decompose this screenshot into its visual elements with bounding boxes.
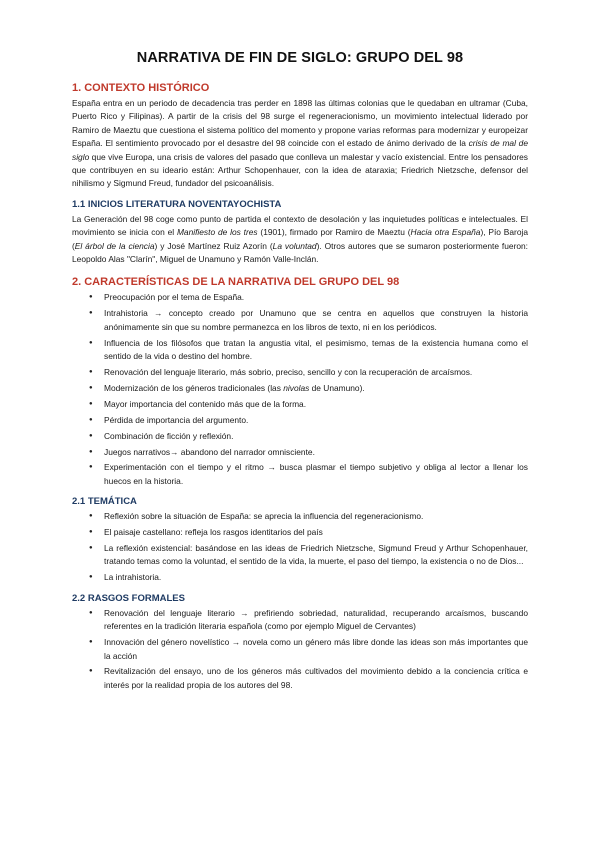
subsection-heading-rasgos: 2.2 RASGOS FORMALES — [72, 592, 185, 604]
list-item: ● Juegos narrativos→ abandono del narrador omnisciente. — [104, 446, 528, 459]
list-item: ● Renovación del lenguaje literario → prefiriendo sobriedad, naturalidad, recuperando arcaísmos, buscando referentes en la tradición literaria española (como por ejemplo Miguel de Cervantes) — [104, 607, 528, 634]
emphasis-text: La voluntad — [272, 240, 317, 251]
list-item: ● La intrahistoria. — [104, 571, 528, 584]
paragraph-contexto — [72, 97, 528, 191]
emphasis-text: El árbol de la ciencia — [74, 240, 155, 251]
page-title: NARRATIVA DE FIN DE SIGLO: GRUPO DEL 98 — [136, 50, 464, 66]
section-heading-contexto: 1. CONTEXTO HISTÓRICO — [72, 82, 210, 94]
list-item: ● Reflexión sobre la situación de España: se aprecia la influencia del regeneracionismo. — [104, 510, 528, 523]
text-run: ), Pío Baroja ( — [72, 227, 529, 251]
emphasis-text: Manifiesto de los tres — [176, 227, 258, 238]
text-run: La Generación del 98 coge como punto de partida el contexto de desolación y las inquietudes políticas e intelectuales. El movimiento se inicia con el — [72, 213, 528, 238]
list-item: ● Mayor importancia del contenido más que de la forma. — [104, 398, 528, 411]
list-item: ● Intrahistoria → concepto creado por Unamuno que se centra en aquellos que construyen la historia anónimamente sin que su nombre permanezca en los libros de texto, ni en los periódicos. — [104, 307, 528, 334]
section-heading-caracteristicas: 2. CARACTERÍSTICAS DE LA NARRATIVA DEL GRUPO DEL 98 — [72, 276, 400, 289]
subsection-heading-inicios: 1.1 INICIOS LITERATURA NOVENTAYOCHISTA — [72, 198, 282, 210]
text-run: de Unamuno). — [309, 382, 365, 393]
text-run: España entra en un periodo de decadencia tras perder en 1898 las últimas colonias que le quedaban en ultramar (Cuba, Puerto Rico y Filipinas). A partir de la crisis del 98 surge el regeneracionismo, un movimiento intelectual liderado por Ramiro de Maeztu que cuestiona el sistema político del momento y propone varias reformas para modernizar y europeizar España. El sentimiento provocado por el desastre del 98 coincide con el estado de ánimo derivado de la — [72, 98, 528, 149]
list-caracteristicas — [72, 291, 528, 488]
subsection-heading-tematica: 2.1 TEMÁTICA — [72, 496, 137, 508]
paragraph-inicios — [72, 213, 528, 267]
emphasis-text: nivolas — [283, 382, 310, 393]
list-item: ● Renovación del lenguaje literario, más sobrio, preciso, sencillo y con la recuperación de arcaísmos. — [104, 366, 528, 379]
list-item — [104, 382, 528, 395]
list-item: ● Experimentación con el tiempo y el ritmo → busca plasmar el tiempo subjetivo y obliga al lector a llenar los huecos en la historia. — [104, 461, 528, 488]
list-tematica — [72, 510, 528, 585]
text-run: ). Otros autores que se sumaron posteriormente fueron: Leopoldo Alas "Clarín", Miguel de Unamuno y Ramón Valle-Inclán. — [72, 240, 529, 265]
text-run: ) y José Martínez Ruiz Azorín ( — [154, 240, 273, 251]
text-run: que vive Europa, una crisis de valores del pasado que conlleva un malestar y vacío existencial. Entre los pensadores que contribuyen en su ideario están: Arthur Schopenhauer, con la idea de ataraxia; Friedrich Nietzsche, defensor del nihilismo y Sigmund Freud, fundador del psicoanálisis. — [72, 151, 528, 189]
emphasis-text: crisis de mal de siglo — [72, 138, 529, 162]
emphasis-text: Hacia otra España — [410, 227, 481, 238]
list-item: ● Revitalización del ensayo, uno de los géneros más cultivados del movimiento debido a la conciencia crítica e interés por la realidad propia de los autores del 98. — [104, 665, 528, 692]
list-item: ● El paisaje castellano: refleja los rasgos identitarios del país — [104, 526, 528, 539]
list-item: ● La reflexión existencial: basándose en las ideas de Friedrich Nietzsche, Sigmund Freud y Arthur Schopenhauer, tratando temas como la voluntad, el sentido de la vida, la muerte, el paso del tiempo, la existencia o no de Dios... — [104, 542, 528, 569]
list-item: ● Pérdida de importancia del argumento. — [104, 414, 528, 427]
list-item: ● Innovación del género novelístico → novela como un género más libre donde las ideas son más importantes que la acción — [104, 636, 528, 663]
text-run: (1901), firmado por Ramiro de Maeztu ( — [257, 227, 411, 238]
text-run: Modernización de los géneros tradicionales (las — [104, 382, 284, 393]
list-item: ● Preocupación por el tema de España. — [104, 291, 528, 304]
list-rasgos — [72, 607, 528, 692]
list-item: ● Influencia de los filósofos que tratan la angustia vital, el pesimismo, temas de la existencia humana como el sentido de la vida o destino del hombre. — [104, 337, 528, 364]
list-item: ● Combinación de ficción y reflexión. — [104, 430, 528, 443]
